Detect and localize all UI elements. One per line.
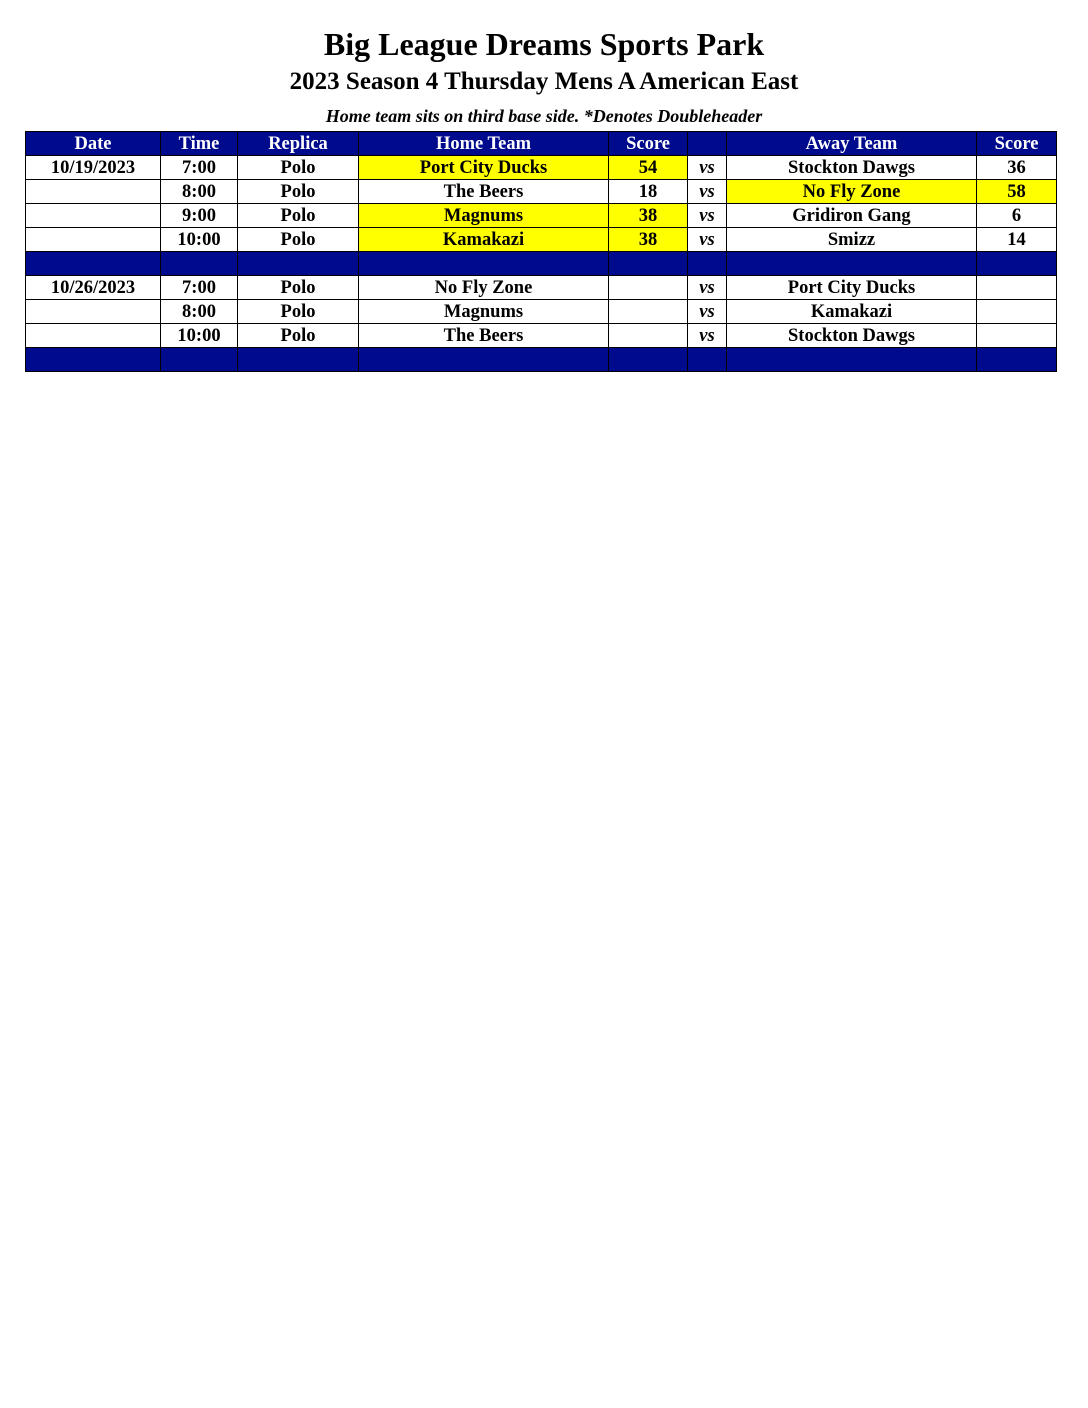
header-home-score: Score — [609, 132, 688, 156]
table-header-row — [26, 132, 1057, 156]
vs-label: vs — [688, 156, 727, 180]
game-field: Polo — [238, 156, 359, 180]
away-score: 6 — [977, 204, 1057, 228]
home-team: Magnums — [359, 300, 609, 324]
page-subtitle: 2023 Season 4 Thursday Mens A American East — [289, 68, 799, 95]
vs-label: vs — [688, 324, 727, 348]
game-time: 10:00 — [161, 324, 238, 348]
separator-row — [26, 252, 1057, 276]
home-team: The Beers — [359, 180, 609, 204]
home-score: 54 — [609, 156, 688, 180]
vs-label: vs — [688, 180, 727, 204]
table-row — [26, 180, 1057, 204]
table-row — [26, 204, 1057, 228]
game-date — [26, 324, 161, 348]
page-title: Big League Dreams Sports Park — [323, 26, 765, 62]
away-team: Smizz — [727, 228, 977, 252]
away-score: 58 — [977, 180, 1057, 204]
game-field: Polo — [238, 324, 359, 348]
home-score — [609, 324, 688, 348]
game-time: 7:00 — [161, 156, 238, 180]
game-field: Polo — [238, 204, 359, 228]
vs-label: vs — [688, 276, 727, 300]
game-time: 10:00 — [161, 228, 238, 252]
away-team: Stockton Dawgs — [727, 324, 977, 348]
game-field: Polo — [238, 228, 359, 252]
header-away-team: Away Team — [727, 132, 977, 156]
away-team: Gridiron Gang — [727, 204, 977, 228]
separator-row — [26, 348, 1057, 372]
game-field: Polo — [238, 180, 359, 204]
home-team: Port City Ducks — [359, 156, 609, 180]
away-team: No Fly Zone — [727, 180, 977, 204]
away-score — [977, 276, 1057, 300]
game-time: 8:00 — [161, 180, 238, 204]
away-team: Stockton Dawgs — [727, 156, 977, 180]
home-team: Magnums — [359, 204, 609, 228]
game-date — [26, 300, 161, 324]
header-replica: Replica — [238, 132, 359, 156]
game-time: 9:00 — [161, 204, 238, 228]
home-score — [609, 300, 688, 324]
header-away-score: Score — [977, 132, 1057, 156]
away-score — [977, 300, 1057, 324]
away-score: 36 — [977, 156, 1057, 180]
table-row — [26, 156, 1057, 180]
game-date: 10/26/2023 — [26, 276, 161, 300]
home-team: Kamakazi — [359, 228, 609, 252]
home-team: No Fly Zone — [359, 276, 609, 300]
away-team: Port City Ducks — [727, 276, 977, 300]
game-time: 8:00 — [161, 300, 238, 324]
game-date — [26, 228, 161, 252]
vs-label: vs — [688, 228, 727, 252]
home-score: 18 — [609, 180, 688, 204]
game-time: 7:00 — [161, 276, 238, 300]
header-home-team: Home Team — [359, 132, 609, 156]
game-field: Polo — [238, 300, 359, 324]
game-date: 10/19/2023 — [26, 156, 161, 180]
header-time: Time — [161, 132, 238, 156]
home-score: 38 — [609, 228, 688, 252]
table-row — [26, 300, 1057, 324]
table-row — [26, 324, 1057, 348]
home-score — [609, 276, 688, 300]
table-row — [26, 276, 1057, 300]
doubleheader-note: Home team sits on third base side. *Denotes Doubleheader — [325, 106, 763, 126]
vs-label: vs — [688, 300, 727, 324]
game-date — [26, 180, 161, 204]
header-date: Date — [26, 132, 161, 156]
home-score: 38 — [609, 204, 688, 228]
away-score — [977, 324, 1057, 348]
game-field: Polo — [238, 276, 359, 300]
away-team: Kamakazi — [727, 300, 977, 324]
game-date — [26, 204, 161, 228]
away-score: 14 — [977, 228, 1057, 252]
table-row — [26, 228, 1057, 252]
vs-label: vs — [688, 204, 727, 228]
schedule-table — [25, 131, 1057, 372]
home-team: The Beers — [359, 324, 609, 348]
header-vs — [688, 132, 727, 156]
